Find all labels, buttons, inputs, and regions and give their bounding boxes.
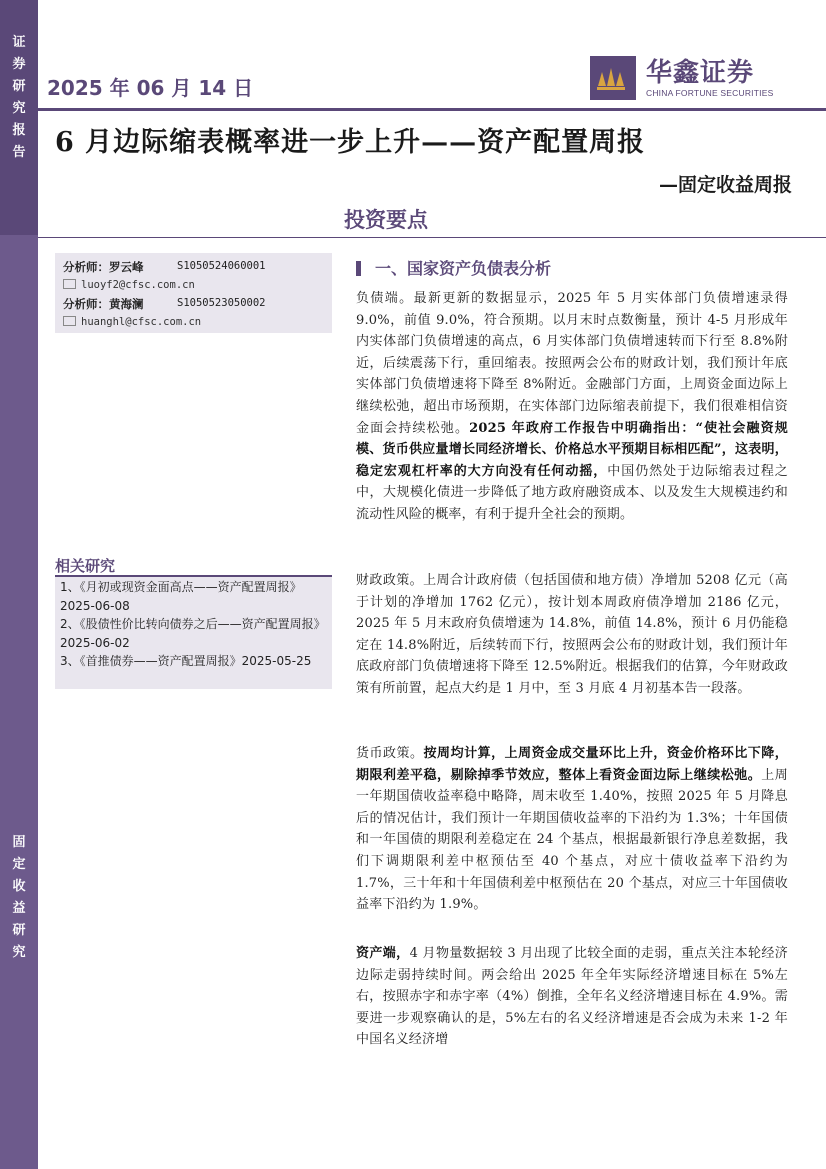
paragraph-assets-text: 4 月物量数据较 3 月出现了比较全面的走弱，重点关注本轮经济边际走弱持续时间。两会给出 2025 年全年实际经济增速目标在 5%左右，按照赤字和赤字率（4%）倒推，全年名义经济增速目标在 4.9%。需要进一步观察确认的是，5%左右的名义经济增速是否会成为未来 1-2 年中国名义经济增 — [356, 946, 788, 1048]
paragraph-monetary-policy — [356, 743, 788, 916]
related-research-title: 相关研究 — [55, 557, 116, 575]
analyst-1-name: 分析师：罗云峰 — [63, 260, 144, 274]
analyst-2-id: S1050523050002 — [177, 297, 266, 309]
company-logo — [590, 52, 790, 104]
analyst-2-email[interactable]: huanghl@cfsc.com.cn — [81, 316, 202, 328]
mail-icon — [63, 279, 76, 289]
paragraph-monetary-emphasis: 按周均计算，上周资金成交量环比上升，资金价格环比下降，期限利差平稳，剔除掉季节效应，整体上看资金面边际上继续松弛。 — [356, 746, 788, 783]
analyst-1-email-row — [63, 279, 195, 291]
analyst-panel — [55, 253, 332, 333]
paragraph-assets-lead: 资产端， — [356, 946, 410, 961]
analyst-1-id: S1050524060001 — [177, 260, 266, 272]
paragraph-fiscal-policy: 财政政策。上周合计政府债（包括国债和地方债）净增加 5208 亿元（高于计划的净增加 1762 亿元），按计划本周政府债净增加 2186 亿元，2025 年 5 月末政府负债增速为 14.8%，前值 14.8%，预计 6 月仍能稳定在 14.8%附近，后续转而下行，按照两会公布的财政计划，我们预计年底政府部门负债增速将下降至 12.5%附近。根据我们的估算，今年财政政策有所前置，起点大约是 1 月中，至 3 月底 4 月初基本告一段落。 — [356, 573, 788, 696]
related-research-list — [60, 578, 326, 671]
analyst-1 — [63, 259, 144, 275]
section-marker-icon — [356, 261, 361, 276]
paragraph-liabilities-text: 负债端。最新更新的数据显示，2025 年 5 月实体部门负债增速录得 9.0%，前值 9.0%，符合预期。以月末时点数衡量，预计 4-5 月形成年内实体部门负债增速的高点，6 月实体部门负债增速转而下行至 8.8%附近，后续震荡下行，重回缩表。按照两会公布的财政计划，我们预计年底实体部门负债增速将下降至 8%附近。金融部门方面，上周资金面边际上继续松弛，超出市场预期，在实体部门边际缩表前提下，我们很难相信资金面会持续松弛。 — [356, 291, 788, 436]
logo-mark-icon — [590, 56, 636, 100]
sidebar-label-fixed-income: 固 定 收 益 研 究 — [12, 835, 26, 960]
paragraph-monetary-text: 上周一年期国债收益率稳中略降，周末收至 1.40%，按照 2025 年 5 月降息后的情况估计，我们预计一年期国债收益率的下沿约为 1.3%；十年国债和一年国债的期限利差稳定在 24 个基点，根据最新银行净息差数据，我们下调期限利差中枢预估至 40 个基点，对应十债收益率下沿约为 1.7%，三十年和十年国债利差中枢预估在 20 个基点，对应三十年国债收益率下沿约为 1.9%。 — [356, 767, 788, 913]
sidebar-label-report: 证 券 研 究 报 告 — [12, 35, 26, 160]
related-item[interactable]: 1、《月初或现资金面高点——资产配置周报》2025-06-08 — [60, 580, 302, 613]
section-heading-text: 一、国家资产负债表分析 — [375, 259, 552, 278]
paragraph-assets — [356, 943, 788, 1051]
analyst-2 — [63, 296, 144, 312]
analyst-2-name: 分析师：黄海澜 — [63, 297, 144, 311]
paragraph-liabilities-emphasis: 2025 年政府工作报告中明确指出：“使社会融资规模、货币供应量增长同经济增长、价格总水平预期目标相匹配”，这表明，稳定宏观杠杆率的大方向没有任何动摇， — [356, 420, 788, 479]
paragraph-liabilities-tail: 中国仍然处于边际缩表过程之中，大规模化债进一步降低了地方政府融资成本、以及发生大规模违约和流动性风险的概率，有利于提升全社会的预期。 — [356, 463, 788, 522]
header-divider — [38, 108, 826, 111]
key-points-title: 投资要点 — [344, 207, 428, 232]
paragraph-monetary-lead: 货币政策。 — [356, 746, 424, 761]
mail-icon — [63, 316, 76, 326]
report-date: 2025 年 06 月 14 日 — [47, 76, 254, 100]
logo-chinese-name: 华鑫证券 — [646, 58, 755, 88]
related-item[interactable]: 3、《首推债券——资产配置周报》2025-05-25 — [60, 654, 312, 668]
related-item[interactable]: 2、《股债性价比转向债券之后——资产配置周报》2025-06-02 — [60, 617, 326, 650]
paragraph-liabilities — [356, 288, 788, 526]
analyst-2-email-row — [63, 316, 201, 328]
report-title: 6 月边际缩表概率进一步上升——资产配置周报 — [55, 127, 646, 158]
logo-english-name: CHINA FORTUNE SECURITIES — [646, 88, 774, 98]
section-heading — [356, 256, 551, 279]
key-points-divider — [38, 237, 826, 238]
analyst-1-email[interactable]: luoyf2@cfsc.com.cn — [81, 279, 195, 291]
report-subtitle: —固定收益周报 — [658, 174, 792, 196]
